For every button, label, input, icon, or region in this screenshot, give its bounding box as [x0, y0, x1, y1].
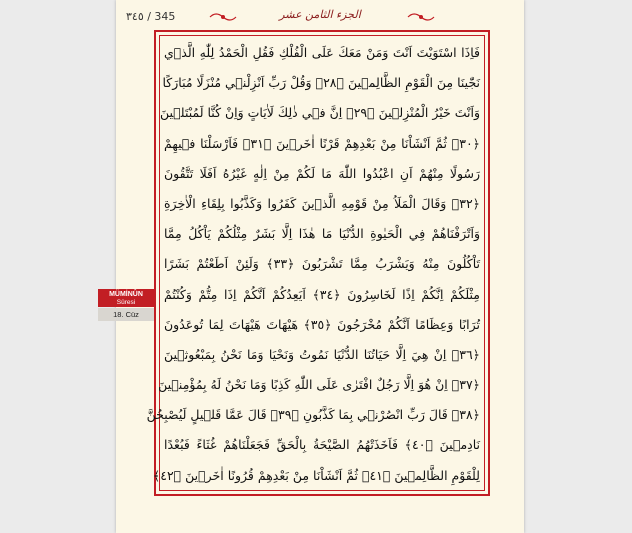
juz-label: 18. Cüz	[98, 308, 154, 321]
header-ornament-icon	[406, 11, 436, 23]
page-header	[116, 6, 524, 28]
text-frame	[146, 30, 490, 496]
verse-line: ﴿٣٨﴾ قَالَ رَبِّ انْصُرْن۪ي بِمَا كَذَّبُونِ ﴿٣٩﴾ قَالَ عَمَّا قَل۪يلٍ لَيُصْبِحُنَّ	[146, 407, 480, 423]
surah-label	[98, 289, 154, 307]
verse-line: وَاَنْتَ خَيْرُ الْمُنْزِل۪ينَ ﴿٢٩﴾ اِنَّ ف۪ي ذٰلِكَ لَاٰيَاتٍ وَاِنْ كُنَّا لَمُبْتَل۪ينَ	[160, 105, 480, 121]
verse-line: وَاَتْرَفْنَاهُمْ فِي الْحَيٰوةِ الدُّنْيَا مَا هٰذَا اِلَّا بَشَرٌ مِثْلُكُمْ يَاْكُلُ مِمَّا	[164, 226, 480, 242]
verse-line: لِلْقَوْمِ الظَّالِم۪ينَ ﴿٤١﴾ ثُمَّ اَنْشَاْنَا مِنْ بَعْدِهِمْ قُرُونًا اٰخَر۪ينَ ﴿٤٢﴾	[152, 467, 480, 483]
verse-line: ﴿٣٦﴾ اِنْ هِيَ اِلَّا حَيَاتُنَا الدُّنْيَا نَمُوتُ وَنَحْيَا وَمَا نَحْنُ بِمَبْعُوث۪ينَ	[164, 346, 480, 362]
verse-line: ﴿٣٢﴾ وَقَالَ الْمَلَاُ مِنْ قَوْمِهِ الَّذ۪ينَ كَفَرُوا وَكَذَّبُوا بِلِقَاءِ الْاٰخِرَةِ	[164, 195, 480, 211]
surah-side-tab[interactable]	[98, 289, 154, 321]
verse-line: نَجّٰينَا مِنَ الْقَوْمِ الظَّالِم۪ينَ ﴿٢٨﴾ وَقُلْ رَبِّ اَنْزِلْن۪ي مُنْزَلًا مُبَارَكًا	[162, 75, 480, 91]
surah-word: Sûresi	[116, 299, 136, 306]
verse-line: ﴿٣٧﴾ اِنْ هُوَ اِلَّا رَجُلٌ افْتَرٰى عَلَى اللّٰهِ كَذِبًا وَمَا نَحْنُ لَهُ بِمُؤْمِن۪ينَ	[158, 377, 480, 393]
verse-line: تَاْكُلُونَ مِنْهُ وَيَشْرَبُ مِمَّا تَشْرَبُونَ ﴿٣٣﴾ وَلَئِنْ اَطَعْتُمْ بَشَرًا	[164, 256, 480, 272]
page-number: ٣٤٥ / 345	[126, 10, 176, 23]
verse-line: ﴿٣٠﴾ ثُمَّ اَنْشَاْنَا مِنْ بَعْدِهِمْ قَرْنًا اٰخَر۪ينَ ﴿٣١﴾ فَاَرْسَلْنَا ف۪يهِمْ	[164, 135, 480, 151]
verse-line: تُرَابًا وَعِظَامًا اَنَّكُمْ مُخْرَجُونَ ﴿٣٥﴾ هَيْهَاتَ هَيْهَاتَ لِمَا تُوعَدُونَ	[164, 316, 480, 332]
mushaf-page	[116, 0, 524, 533]
verse-line: نَادِم۪ينَ ﴿٤٠﴾ فَاَخَذَتْهُمُ الصَّيْحَةُ بِالْحَقِّ فَجَعَلْنَاهُمْ غُثَاءً فَبُعْدًا	[164, 437, 480, 453]
surah-name: MÜMİNÛN	[109, 291, 143, 298]
verse-line: فَاِذَا اسْتَوَيْتَ اَنْتَ وَمَنْ مَعَكَ عَلَى الْفُلْكِ فَقُلِ الْحَمْدُ لِلّٰهِ الَّذ۪ي	[164, 45, 480, 60]
verse-line: رَسُولًا مِنْهُمْ اَنِ اعْبُدُوا اللّٰهَ مَا لَكُمْ مِنْ اِلٰهٍ غَيْرُهُ اَفَلَا تَتَّقُونَ	[164, 165, 480, 181]
verse-line: مِثْلَكُمْ اِنَّكُمْ اِذًا لَخَاسِرُونَ ﴿٣٤﴾ اَيَعِدُكُمْ اَنَّكُمْ اِذَا مِتُّمْ وَكُنْتُمْ	[164, 286, 481, 302]
juz-title: الجزء الثامن عشر	[279, 8, 361, 21]
verse-lines	[146, 38, 481, 491]
